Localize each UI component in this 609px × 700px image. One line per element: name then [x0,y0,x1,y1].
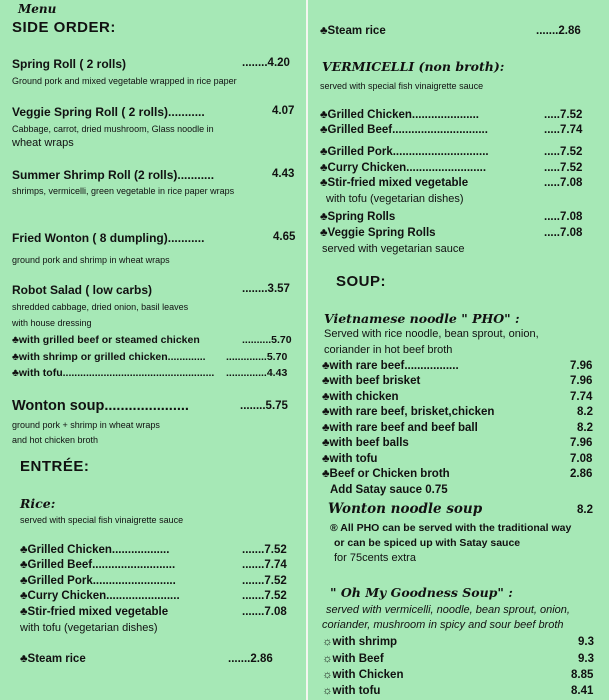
rice-heading: Rice: [20,496,56,511]
pho-note-3: for 75cents extra [334,552,416,564]
robot-salad-desc: shredded cabbage, dried onion, basil leaves [12,302,189,312]
vegetarian-sauce-note: served with vegetarian sauce [322,243,465,255]
vermicelli-item: ♣Grilled Beef.............................. [320,124,488,136]
pho-item-price: 7.96 [570,360,593,372]
pho-item: ♣with rare beef and beef ball [322,422,478,434]
spring-roll-name: Spring Roll ( 2 rolls) [12,57,127,71]
spring-roll-price: ........4.20 [242,57,290,69]
vermicelli-item: ♣Stir-fried mixed vegetable [320,177,469,189]
robot-salad-option-price: ..............5.70 [226,351,288,363]
rice-desc: served with special fish vinaigrette sauce [20,515,184,525]
veggie-spring-roll-name: Veggie Spring Roll ( 2 rolls)........... [12,105,205,119]
rice-tofu-note: with tofu (vegetarian dishes) [20,622,158,634]
robot-salad-option: ♣with shrimp or grilled chicken............. [12,351,206,363]
summer-roll-name: Summer Shrimp Roll (2 rolls)........... [12,168,215,182]
vermicelli-item-price: .....7.52 [544,109,583,121]
pho-item: ♣with chicken [322,391,399,403]
rice-item: ♣Grilled Pork.......................... [20,575,176,587]
column-divider [306,0,308,700]
vermicelli-item-price: .....7.52 [544,146,583,158]
robot-salad-name: Robot Salad ( low carbs) [12,283,153,297]
pho-item-price: 7.96 [570,375,593,387]
rice-item-price: .......7.52 [242,590,287,602]
vermicelli-item: ♣Grilled Pork.............................. [320,146,489,158]
omg-soup-item-price: 9.3 [578,653,594,665]
rice-item: ♣Grilled Beef.......................... [20,559,176,571]
vermicelli-item: ♣Curry Chicken......................... [320,162,487,174]
omg-soup-heading: " Oh My Goodness Soup" : [330,585,513,600]
pho-desc: Served with rice noodle, bean sprout, onion, [324,328,539,340]
soup-heading: SOUP: [336,273,387,290]
vermicelli-spring-rolls: ♣Spring Rolls [320,211,396,223]
pho-item: ♣with beef balls [322,437,409,449]
spring-roll-desc: Ground pork and mixed vegetable wrapped in rice paper [12,76,237,86]
vermicelli-item-price: .....7.08 [544,177,583,189]
rice-item-price: .......7.52 [242,544,287,556]
omg-soup-item: ☼with shrimp [322,636,398,648]
vermicelli-spring-rolls-price: .....7.08 [544,211,583,223]
omg-soup-item: ☼with Chicken [322,669,404,681]
pho-item-price: 8.2 [577,406,593,418]
omg-soup-desc: served with vermicelli, noodle, bean sprout, onion, [326,604,570,616]
robot-salad-option: ♣with grilled beef or steamed chicken [12,334,200,346]
rice-item-price: .......7.74 [242,559,287,571]
steam-rice-price: .......2.86 [536,25,581,37]
wonton-noodle-soup-price: 8.2 [577,504,593,516]
pho-note: ® All PHO can be served with the traditional way [330,522,572,534]
pho-item-price: 2.86 [570,468,593,480]
steam-rice-name: ♣Steam rice [320,25,386,37]
fried-wonton-price: 4.65 [273,231,296,243]
pho-item: ♣with beef brisket [322,375,421,387]
omg-soup-item: ☼with Beef [322,653,384,665]
robot-salad-option: ♣with tofu.................................................... [12,367,215,379]
veggie-spring-roll-desc: Cabbage, carrot, dried mushroom, Glass noodle in [12,124,214,134]
steam-rice-price: .......2.86 [228,653,273,665]
fried-wonton-desc: ground pork and shrimp in wheat wraps [12,255,170,265]
vermicelli-item: ♣Grilled Chicken..................... [320,109,480,121]
pho-item-price: 8.2 [577,422,593,434]
summer-roll-desc: shrimps, vermicelli, green vegetable in rice paper wraps [12,186,235,196]
omg-soup-item: ☼with tofu [322,685,381,697]
vermicelli-tofu-note: with tofu (vegetarian dishes) [326,193,464,205]
rice-item-price: .......7.08 [242,606,287,618]
fried-wonton-name: Fried Wonton ( 8 dumpling)........... [12,231,205,245]
wonton-soup-desc: ground pork + shrimp in wheat wraps [12,420,160,430]
pho-item: ♣with rare beef................. [322,360,459,372]
pho-desc-2: coriander in hot beef broth [324,344,453,356]
vermicelli-item-price: .....7.74 [544,124,583,136]
robot-salad-price: ........3.57 [242,283,290,295]
entree-heading: ENTRÉE: [20,458,90,475]
pho-item: ♣with rare beef, brisket,chicken [322,406,495,418]
wonton-soup-desc-2: and hot chicken broth [12,435,99,445]
robot-salad-desc-2: with house dressing [12,318,92,328]
vermicelli-item-price: .....7.52 [544,162,583,174]
pho-heading: Vietnamese noodle " PHO" : [324,311,520,326]
omg-soup-item-price: 9.3 [578,636,594,648]
summer-roll-price: 4.43 [272,168,295,180]
satay-note: Add Satay sauce 0.75 [330,484,448,496]
rice-item-price: .......7.52 [242,575,287,587]
pho-item: ♣with tofu [322,453,378,465]
side-order-heading: SIDE ORDER: [12,19,116,36]
vermicelli-veggie-spring-rolls: ♣Veggie Spring Rolls [320,227,436,239]
robot-salad-option-price: ..........5.70 [242,334,292,346]
veggie-spring-roll-desc-2: wheat wraps [12,137,74,149]
rice-item: ♣Grilled Chicken.................. [20,544,170,556]
omg-soup-desc-2: coriander, mushroom in spicy and sour beef broth [322,619,564,631]
omg-soup-item-price: 8.41 [571,685,594,697]
pho-item-price: 7.74 [570,391,593,403]
rice-item: ♣Curry Chicken....................... [20,590,180,602]
vermicelli-heading: VERMICELLI (non broth): [322,59,505,74]
vermicelli-desc: served with special fish vinaigrette sauce [320,81,484,91]
rice-item: ♣Stir-fried mixed vegetable [20,606,169,618]
pho-note-2: or can be spiced up with Satay sauce [334,537,521,549]
wonton-soup-price: ........5.75 [240,400,288,412]
pho-item: ♣Beef or Chicken broth [322,468,450,480]
veggie-spring-roll-price: 4.07 [272,105,295,117]
menu-title: Menu [18,2,57,16]
vermicelli-veggie-spring-rolls-price: .....7.08 [544,227,583,239]
pho-item-price: 7.96 [570,437,593,449]
wonton-noodle-soup-name: Wonton noodle soup [328,501,483,517]
pho-item-price: 7.08 [570,453,593,465]
wonton-soup-name: Wonton soup..................... [12,398,189,414]
omg-soup-item-price: 8.85 [571,669,594,681]
steam-rice-name: ♣Steam rice [20,653,86,665]
robot-salad-option-price: ..............4.43 [226,367,288,379]
